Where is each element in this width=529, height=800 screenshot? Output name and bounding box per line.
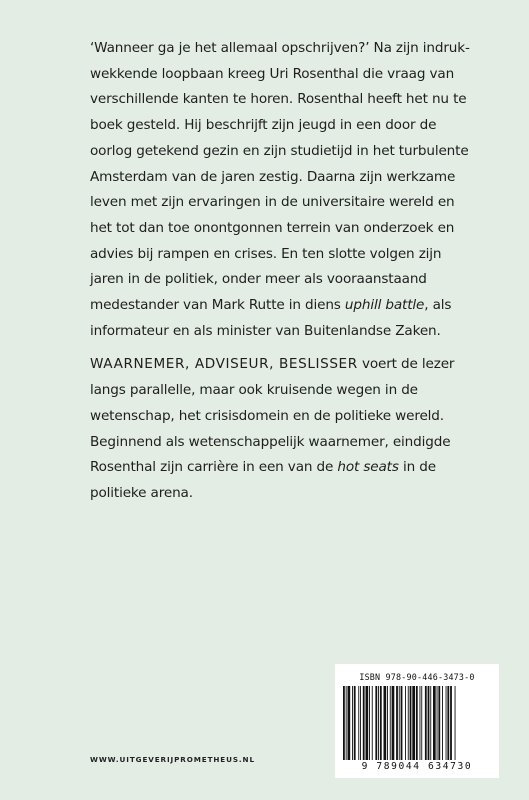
barcode-bar: [446, 686, 447, 760]
barcode-bar: [447, 686, 449, 760]
barcode-bar: [352, 686, 353, 760]
barcode-bar: [360, 686, 361, 760]
isbn-barcode: [335, 664, 499, 778]
barcode-bar: [430, 686, 431, 760]
barcode-bar: [396, 686, 398, 760]
barcode-bar: [372, 686, 373, 760]
barcode-bars: [343, 686, 491, 760]
barcode-bar: [380, 686, 382, 760]
blurb-text: [90, 36, 475, 507]
barcode-bar: [399, 686, 400, 760]
barcode-bar: [401, 686, 403, 760]
barcode-bar: [369, 686, 370, 760]
isbn-label: ISBN 978-90-446-3473-0: [359, 672, 475, 682]
blurb-paragraph-2: WAARNEMER, ADVISEUR, BESLISSER voert de lezer langs parallelle, maar ook kruisende wegen in de wetenschap, het crisisdomein en de politieke wereld. Beginnend als wetenschappelijk waarnemer, eindigde Rosenthal zijn carrière in een van de hot seats in de politieke arena.: [90, 356, 455, 501]
barcode-bar: [363, 686, 365, 760]
barcode-bar: [425, 686, 427, 760]
barcode-bar: [410, 686, 412, 760]
blurb-paragraph-1: ‘Wanneer ga je het allemaal opschrijven?’ Na zijn indrukwekkende loopbaan kreeg Uri Rosenthal die vraag van verschillende kanten te horen. Rosenthal heeft het nu te boek gesteld. Hij beschrijft zijn jeugd in een door de oorlog getekend gezin en zijn studietijd in het turbulente Amsterdam van de jaren zestig. Daarna zijn werkzame leven met zijn ervaringen in de universitaire wereld en het tot dan toe onontgonnen terrein van onderzoek en advies bij rampen en crises. En ten slotte volgen zijn jaren in de politiek, onder meer als vooraanstaand medestander van Mark Rutte in diens uphill battle, als informateur en als minister van Buitenlandse Zaken.: [90, 40, 470, 339]
book-title-caps: WAARNEMER, ADVISEUR, BESLISSER: [90, 356, 358, 373]
barcode-bar: [437, 686, 438, 760]
barcode-bar: [366, 686, 369, 760]
barcode-bar: [390, 686, 391, 760]
barcode-bar: [421, 686, 422, 760]
barcode-bar: [416, 686, 418, 760]
barcode-digits: 9 789044 634730: [361, 761, 473, 772]
barcode-bar: [420, 686, 421, 760]
barcode-bar: [346, 686, 347, 760]
barcode-bar: [433, 686, 436, 760]
barcode-bar: [412, 686, 415, 760]
barcode-bar: [455, 686, 456, 760]
barcode-bar: [348, 686, 351, 760]
barcode-bar: [343, 686, 345, 760]
barcode-bar: [358, 686, 359, 760]
barcode-bar: [442, 686, 443, 760]
barcode-bar: [450, 686, 452, 760]
barcode-bar: [405, 686, 406, 760]
barcode-bar: [428, 686, 430, 760]
barcode-bar: [375, 686, 377, 760]
barcode-bar: [378, 686, 379, 760]
barcode-bar: [354, 686, 356, 760]
barcode-bar: [438, 686, 440, 760]
barcode-bar: [387, 686, 388, 760]
barcode-bar: [408, 686, 409, 760]
publisher-website: WWW.UITGEVERIJPROMETHEUS.NL: [90, 755, 255, 764]
barcode-bar: [384, 686, 387, 760]
barcode-bar: [392, 686, 395, 760]
